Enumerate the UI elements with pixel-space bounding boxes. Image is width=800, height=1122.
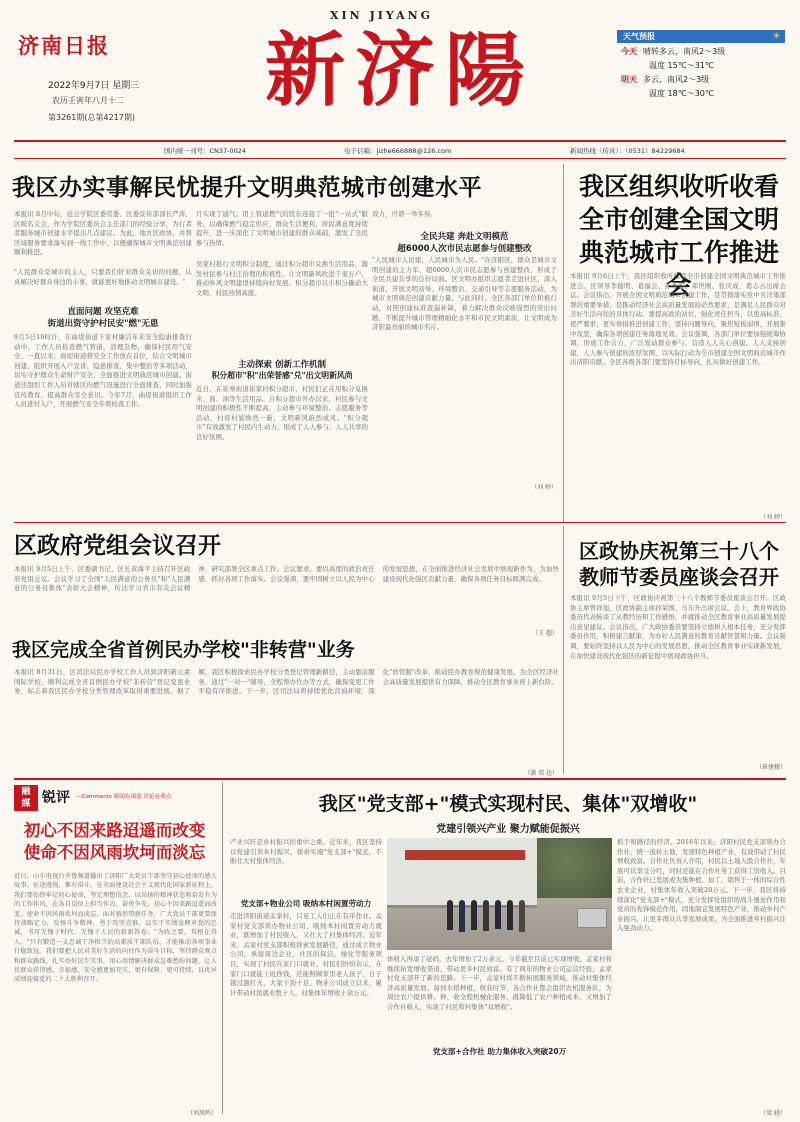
article-1-body-col-3: 效力，可谓一举多得。 (372, 210, 437, 218)
parent-paper-logo: 济南日报 (18, 33, 110, 58)
section-divider-1 (14, 522, 786, 523)
masthead-pinyin: XIN JIYANG (330, 9, 434, 22)
cloud-sun-icon: ☀ (772, 31, 781, 42)
weather-label: 天气预报 (623, 32, 655, 41)
article-6-subhead-1: 党支部+物业公司 吸纳本村闲置劳动力 (240, 899, 372, 908)
article-3-sign: （王 超） (532, 630, 558, 637)
article-1-subhead-3: 主动探索 创新工作机制 (238, 360, 326, 370)
tomorrow-tag: 明天 (621, 75, 637, 84)
article-4-sign: （崔建楼） (755, 764, 786, 771)
masthead-title: 新济陽 (265, 23, 535, 117)
article-6-body-col-3: 抓手和路径的经济。2016年以来，济阳村民党支部领办合作社，统一流转土地，发展特色种植产业，有效带动了村民增收致富。合作社负责人介绍，村民以土地入股合作社，年底可以享受分红，同时还能在合作社务工获得工资收入。目前，合作社已发展成为集种植、加工、销售于一体的综合性农业企业，村集体年收入突破20万元。下一步，我区将持续深化"党支部+"模式，充分发挥党组织的战斗堡垒作用和党员的先锋模范作用，因地制宜发展特色产业，推动乡村产业振兴，让更多群众共享发展成果，为全面推进乡村振兴注入强劲动力。 (617, 838, 786, 933)
commentary-tag (14, 785, 38, 811)
article-6-deck: 党建引领兴产业 聚力赋能促振兴 (436, 824, 580, 835)
info-bar (14, 143, 786, 157)
commentary-column-name: 锐评 (42, 790, 70, 806)
article-1-subhead-5: 全民共建 奔赴文明模范 (420, 232, 509, 242)
commentary-tag-2: 媒 (21, 799, 31, 809)
today-weather: 晴转多云，南风2～3级 (643, 47, 726, 56)
today-temperature: 温度 15℃～31℃ (649, 61, 714, 70)
photo-building (387, 838, 537, 908)
photo-sign (405, 850, 525, 860)
article-2-headline-line-2: 全市创建全国文明 (578, 205, 779, 234)
article-3-headline: 区政府党组会议召开 (14, 532, 221, 559)
article-1-body-col-1: 本报讯 8月中旬，沧会学院区委常委、区委宣传部部长严涛，区级名义会，作为学院区委员会主任部门的经验分享，为行者者服务城市创建水平提出几点建议。为此，地方区政协，并将区域服务要求落实到一线工作中，以便确保城市文明典范创建顺利推进。 (14, 210, 192, 257)
article-4-headline-line-1: 区政协庆祝第三十八个 (579, 539, 779, 563)
commentary-column-tagline: —Comments 新闻有深度 评论有观点 (76, 794, 172, 800)
email-address: 电子信箱：jizhe666888@126.com (344, 147, 452, 155)
article-2-headline-line-1: 我区组织收听收看 (578, 172, 779, 201)
commentary-sign: （刘凤鸣） (186, 1110, 217, 1117)
article-2-headline-line-3: 典范城市工作推进会 (578, 238, 779, 300)
article-1-subhead-1: 直面问题 攻坚克难 (67, 307, 139, 317)
article-6-headline: 我区"党支部+"模式实现村民、集体"双增收" (318, 793, 698, 815)
article-4-body: 本报讯 9月5日下午，区政协庆祝第三十八个教师节委员座谈会召开。区政协主席曾祥旭，区政协副主席孙荣国、马东升出席会议。会上，教育界政协委员代表畅谈了从教经历和工作感悟，并就推动全区教育事业高质量发展提出意见建议。会议指出，广大政协委员要坚持立德树人根本任务，充分发挥委员作用，积极建言献策，为办好人民满意的教育贡献智慧和力量。会议强调，要始终坚持以人民为中心的发展思想，推动全区教育事业实现新发展，在加快建设现代化强区的新征程中展现政协担当。 (570, 594, 786, 660)
article-5-sign: （潘 双 达） (524, 770, 558, 777)
article-1-subhead-2: 街道出资守护村民安"燃"无患 (47, 319, 159, 329)
article-1-body-col-1b: "人民群众是城市的主人，只要我们针对群众关切的问题，认真解决好群众身边的小事，就能更好地推动文明城市建设。" (14, 268, 192, 286)
issue-date: 2022年9月7日 星期三 (48, 81, 140, 91)
article-5-headline: 我区完成全省首例民办学校"非转营"业务 (12, 639, 355, 661)
commentary-body: 近日，山东电视台齐鲁频道播出了济阳广大党员干部坚守初心使命的感人故事。征途漫漫，惟有奋斗。在全面建设社会主义现代化国家新征程上，我们要始终牢记初心使命，坚定理想信念，以昂扬的精神状态和奋发有为的工作作风，在各自岗位上担当作为、奋勇争先。初心不因来路迢遥而改变，使命不因风雨坎坷而淡忘。面对新形势新任务，广大党员干部更要保持战略定力，发扬斗争精神，勇于攻坚克难，以实干实绩诠释对党的忠诚，书写无愧于时代、无愧于人民的崭新答卷。"为政之要，其枢在得人。"只有锻造一支忠诚干净担当的高素质干部队伍，才能推动各项事业行稳致远。我们要把人民对美好生活的向往作为奋斗目标，坚持群众观点和群众路线，扎实办好民生实事，用心用情解决群众急难愁盼问题，让人民群众获得感、幸福感、安全感更加充实、更有保障、更可持续，以优异成绩迎接党的二十大胜利召开。 (14, 873, 217, 984)
article-2-sign: （刘 婷） (760, 514, 786, 521)
village-photo (387, 838, 612, 950)
article-1-subhead-6: 超6000人次市民志愿参与创建整改 (397, 244, 532, 254)
photo-tree (537, 838, 612, 898)
article-6-subhead-2: 党支部+合作社 助力集体收入突破20万 (387, 1046, 612, 1057)
commentary-headline-line-1: 初心不因来路迢遥而改变 (23, 821, 206, 840)
article-1-body-col-2: 月实现了通气。用上管道燃气的股东连接了一批"一站式"服务，以确保燃气稳定供应，群众生活便利，居民满意度持续提升，进一步深化了文明城市创建的群众基础，激发了全民参与热情。 (196, 210, 368, 247)
article-6-body-col-1: 产业兴旺是乡村振兴的重中之重。近年来，我区坚持以党建引领乡村振兴，探索实施"党支部+"模式，不断壮大村集体经济。 (230, 838, 382, 866)
cn-number: 国内统一刊号：CN37-0024 (164, 147, 247, 155)
column-divider-bottom (222, 782, 223, 1114)
news-hotline: 新闻热线（传真）：（0531）84229684 (570, 147, 685, 155)
article-6-body-col-1b: 走进济阳街道孟家村，只见工人们正在有序作业。孟家村党支部领办物业公司，吸纳本村闲置劳动力就业，既增加了村民收入，又壮大了村集体经济。近年来，孟家村党支部积极探索发展路径，通过成立物业公司，承接周边企业、社区的保洁、绿化等服务项目，实现了村民在家门口就业。村民们纷纷表示，在家门口就能上班挣钱，还能照顾家里老人孩子，日子越过越红火，大家干劲十足。物业公司成立以来，累计带动村民就业数十人，村集体年增收十余万元。 (230, 912, 382, 997)
article-6-sign: （梁 晓） (760, 1110, 786, 1117)
article-5-body: 本报讯 8月31日，区司法局民办学校工作人员到济阳新元素国际学校，顺利完成全省首例民办学校"非转营"登记变更业务，标志着我区民办学校分类管理改革取得重要进展。据了解，我区积极探索民办学校分类登记管理新路径，主动靠前服务，通过"一对一"辅导、全程帮办代办等方式，确保变更工作平稳有序推进。下一步，区司法局将持续优化营商环境，深化"放管服"改革，推动民办教育规范健康发展，为全区经济社会高质量发展提供有力保障，推动全区教育事业再上新台阶。 (14, 668, 559, 696)
column-divider-mid (563, 526, 564, 774)
article-1-body-col-2c: 近日，在崔寨街道崔家村积分超市，村民们正在用积分兑换米、面、油等生活用品。自积分超市开办以来，村民参与文明创建的积极性不断提高，主动参与环境整治、志愿服务等活动，村容村貌焕然一新，文明新风蔚然成风。"积分超市"有效激发了村民内生动力，形成了人人参与、人人共享的良好氛围。 (196, 385, 368, 441)
commentary-tag-1: 融 (21, 787, 31, 797)
weather-header (617, 30, 785, 43)
tomorrow-temperature: 温度 18℃～30℃ (649, 89, 714, 98)
article-2-body: 本报讯 9月6日上午，我区组织收听收看全市创建全国文明典范城市工作推进会。区领导李德明、葛福会、孙本鉴、邓世刚、张庆成、葛志云出席会议。会议指出，开展全国文明典范城市创建工作，是贯彻落实党中央决策部署的重要举措，是推动经济社会高质量发展的必然要求，是满足人民群众对美好生活向往的具体行动。要提高政治站位，强化责任担当，以更高标准、更严要求、更实举措推进创建工作，坚持问题导向，聚焦短板弱项，开展集中攻坚，确保各项创建任务落地见效。会议强调，各部门单位要加强统筹协调，形成工作合力，广泛发动群众参与，营造人人关心创建、人人支持创建、人人参与创建的浓厚氛围，以实际行动为全市创建全国文明典范城市作出济阳贡献。全区各级各部门要坚持目标导向，扎实做好创建工作。 (570, 272, 786, 367)
article-4-headline-line-2: 教师节委员座谈会召开 (579, 565, 779, 589)
tomorrow-weather: 多云，南风2～3级 (643, 75, 710, 84)
article-6-body-col-2: 体收入再添了砝码，去年增加了2万余元。今年截至目前已实现增收。孟家村将继续拓宽增收渠道，带动更多村民致富。有了两年的物业公司运营经验，孟家村党支部开了新的思路。下一步，孟家村将不断拓展服务领域，推动村集体经济高质量发展。每到水稻种植、收获时节，各合作社都会组织农机服务队，为周边农户提供耕、种、收全程机械化服务，既降低了农户种植成本，又增加了合作社收入，实现了村民和村集体"双增收"。 (387, 955, 612, 1011)
article-1-body-col-3b: "人民城市人民建，人民城市为人民。"在济阳区，群众是城市文明创建的主力军，超6000人次市民志愿参与创建整改，形成了全民共建共享的良好局面。区文明办组织志愿者走进社区、深入街道，开展文明劝导、环境整治、交通引导等志愿服务活动，为城市文明典范创建贡献力量。与此同时，全区各部门单位积极行动，对照创建标准查漏补缺，着力解决群众反映强烈的突出问题，不断提升城市管理精细化水平和市民文明素质，让文明成为济阳最亮丽的城市名片。 (372, 256, 557, 332)
article-1-subhead-4: 积分超市"积"出荣誉感"兑"出文明新风尚 (211, 371, 353, 380)
column-divider-top (563, 164, 564, 522)
issue-number: 第3261期(总第4217期) (48, 113, 135, 122)
article-1-headline: 我区办实事解民忧提升文明典范城市创建水平 (12, 174, 482, 201)
article-1-body-col-2b: 吴家村推行文明积分制度，通过积分超市兑换生活用品，激发村民参与村庄治理的积极性，让文明新风吹进千家万户，推动乡风文明建设持续向好发展。积分超市以小积分撬动大文明，村民热情高涨。 (196, 260, 368, 297)
info-bar-divider (14, 158, 786, 159)
masthead-divider (14, 140, 786, 142)
weather-panel (617, 30, 785, 112)
today-tag: 今天 (621, 47, 637, 56)
lunar-date: 农历壬寅年八月十二 (52, 96, 124, 105)
article-3-body: 本报讯 9月5日上午，区委副书记、区长黄海平主持召开区政府党组会议。会议学习了全国"人民满意的公务员"和"人民满意的公务员集体"表彰大会精神，传达学习省市有关会议精神，研究部署全区重点工作。会议要求，要以高度的政治责任感，抓好各项工作落实。会议强调，要牢固树立以人民为中心的发展思想，在全面推进经济社会发展中展现新作为，为加快建设现代化强区贡献力量，确保各项任务目标圆满完成。 (14, 565, 559, 593)
commentary-headline-line-2: 使命不因风雨坎坷而淡忘 (23, 843, 206, 862)
article-1-sign: （刘 婷） (531, 484, 557, 491)
photo-people (447, 900, 567, 936)
section-divider-2 (14, 778, 786, 780)
article-1-body-col-1c: 9月5日10时许，在曲堤街道下家村廉洁年来安全隐患排查行动中，工作人员检查燃气管道，清理杂物，确保村民用气安全。一直以来，曲堤街道将安全工作放在首位，结合文明城市创建，组织开展入户宣讲、隐患排查、集中整治等多项活动，切实守护群众生命财产安全，全面推进文明典范城市创建。街道还组织工作人员对辖区内燃气设施进行全面排查，同时加强宣传教育，提高群众安全意识。今年7月，曲堤街道组织工作人员进村入户，开展燃气安全专项检查工作。 (14, 333, 192, 409)
photo-cart (577, 908, 607, 928)
